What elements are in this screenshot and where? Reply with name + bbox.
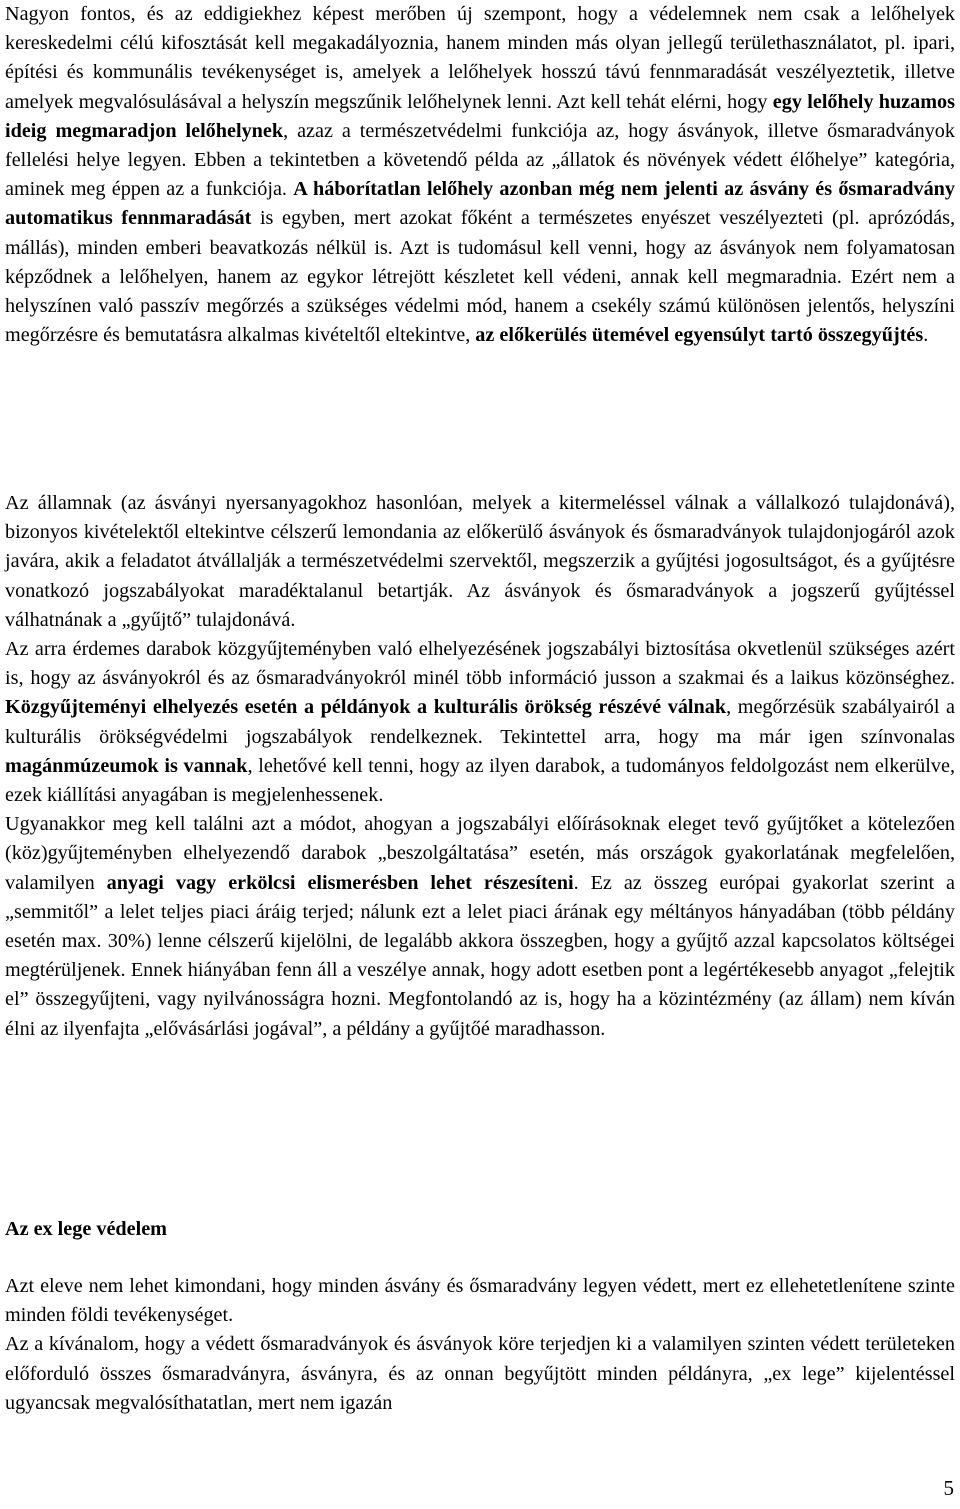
text-block-1 bbox=[5, 0, 955, 350]
paragraph-site-protection bbox=[5, 0, 955, 350]
bold-text: egy lelőhely huzamos ideig megmaradjon lelőhelynek bbox=[5, 90, 955, 142]
text-run: is egyben, mert azokat főként a természetes enyészet veszélyezteti (pl. aprózódás, mállás), minden emberi beavatkozás nélkül is. Azt is tudomásul kell venni, hogy az ásványok nem folyamatosan képződnek a lelőhelyen, hanem az egykor létrejött készletet kell védeni, annak kell megmaradnia. Ezért nem a helyszínen való passzív megőrzés a szükséges védelmi mód, hanem a csekély számú különösen jelentős, helyszíni megőrzésre és bemutatásra alkalmas kivételtől eltekintve, bbox=[5, 207, 955, 347]
bold-text: magánmúzeumok is vannak bbox=[5, 754, 248, 777]
bold-text: anyagi vagy erkölcsi elismerésben lehet részesíteni bbox=[106, 871, 574, 894]
text-run: Ugyanakkor meg kell találni azt a módot, ahogyan a jogszabályi előírásoknak eleget tevő gyűjtőket a kötelezően (köz)gyűjteményben elhelyezendő darabok „beszolgáltatása” esetén, más országok gyakorlatának megfelelően, valamilyen bbox=[5, 813, 955, 894]
bold-text: A háborítatlan lelőhely azonban még nem jelenti az ásvány és ősmaradvány automatikus fennmaradását bbox=[5, 178, 955, 230]
text-block-3 bbox=[5, 1272, 955, 1418]
paragraph-ex-lege-2 bbox=[5, 1330, 955, 1418]
text-run: , lehetővé kell tenni, hogy az ilyen darabok, a tudományos feldolgozást nem elkerülve, ezek kiállítási anyagában is megjelenhessenek. bbox=[5, 754, 955, 807]
text-run: Az a kívánalom, hogy a védett ősmaradványok és ásványok köre terjedjen ki a valamilyen szinten védett területeken előforduló összes ősmaradványra, ásványra, és az onnan begyűjtött minden példányra, „ex lege” kijelentéssel ugyancsak megvalósíthatatlan, mert nem igazán bbox=[5, 1333, 955, 1414]
paragraph-ex-lege-1 bbox=[5, 1272, 955, 1330]
bold-text: az előkerülés ütemével egyensúlyt tartó összegyűjtés bbox=[475, 324, 924, 347]
bold-text: Közgyűjteményi elhelyezés esetén a példányok a kulturális örökség részévé válnak bbox=[5, 696, 727, 719]
text-run: . Ez az összeg európai gyakorlat szerint a „semmitől” a lelet teljes piaci áráig terjed; nálunk ezt a lelet piaci árának egy méltányos hányadában (több példány esetén max. 30%) lenne célszerű kijelölni, de legalább akkora összegben, hogy a gyűjtő azzal kapcsolatos költségei megtérüljenek. Ennek hiányában fenn áll a veszélye annak, hogy adott esetben pont a legértékesebb anyagot „felejtik el” összegyűjteni, vagy nyilvánosságra hozni. Megfontolandó az is, hogy ha a közintézmény (az állam) nem kíván élni az ilyenfajta „elővásárlási jogával”, a példány a gyűjtőé maradhasson. bbox=[5, 871, 955, 1040]
paragraph-collector-reward bbox=[5, 810, 955, 1044]
text-run: Nagyon fontos, és az eddigiekhez képest merőben új szempont, hogy a védelemnek nem csak a lelőhelyek kereskedelmi célú kifosztását kell megakadályoznia, hanem minden más olyan jellegű területhasználatot, pl. ipari, építési és kommunális tevékenységet is, amelyek a lelőhelyek hosszú távú fennmaradását veszélyeztetik, illetve amelyek megvalósulásával a helyszín megszűnik lelőhelynek lenni. Azt kell tehát elérni, hogy bbox=[5, 3, 955, 113]
text-block-2 bbox=[5, 489, 955, 1044]
paragraph-public-collection bbox=[5, 635, 955, 810]
text-run: , megőrzésük szabályairól a kulturális örökségvédelmi jogszabályok rendelkeznek. Tekintettel arra, hogy ma már igen színvonalas bbox=[5, 696, 956, 748]
text-run: , azaz a természetvédelmi funkciója az, hogy ásványok, illetve ősmaradványok fellelési helye legyen. Ebben a tekintetben a követendő példa az „állatok és növények védett élőhelye” kategória, aminek meg éppen az a funkciója. bbox=[5, 119, 955, 201]
text-run: . bbox=[923, 324, 929, 347]
paragraph-state-ownership bbox=[5, 489, 955, 635]
section-heading: Az ex lege védelem bbox=[5, 1218, 167, 1240]
text-run: Az arra érdemes darabok közgyűjteményben való elhelyezésének jogszabályi biztosítása okvetlenül szükséges azért is, hogy az ásványokról és az ősmaradványokról minél több információ jusson a szakmai és a laikus közönséghez. bbox=[5, 638, 955, 690]
text-run: Azt eleve nem lehet kimondani, hogy minden ásvány és ősmaradvány legyen védett, mert ez ellehetetlenítene szinte minden földi tevékenységet. bbox=[5, 1275, 955, 1327]
page-number: 5 bbox=[943, 1476, 954, 1500]
text-run: Az államnak (az ásványi nyersanyagokhoz hasonlóan, melyek a kitermeléssel válnak a vállalkozó tulajdonává), bizonyos kivételektől eltekintve célszerű lemondania az előkerülő ásványok és ősmaradványok tulajdonjogáról azok javára, akik a feladatot átvállalják a természetvédelmi szervektől, megszerzik a gyűjtési jogosultságot, és a gyűjtésre vonatkozó jogszabályokat maradéktalanul betartják. Az ásványok és ősmaradványok a jogszerű gyűjtéssel válhatnának a „gyűjtő” tulajdonává. bbox=[5, 492, 955, 631]
